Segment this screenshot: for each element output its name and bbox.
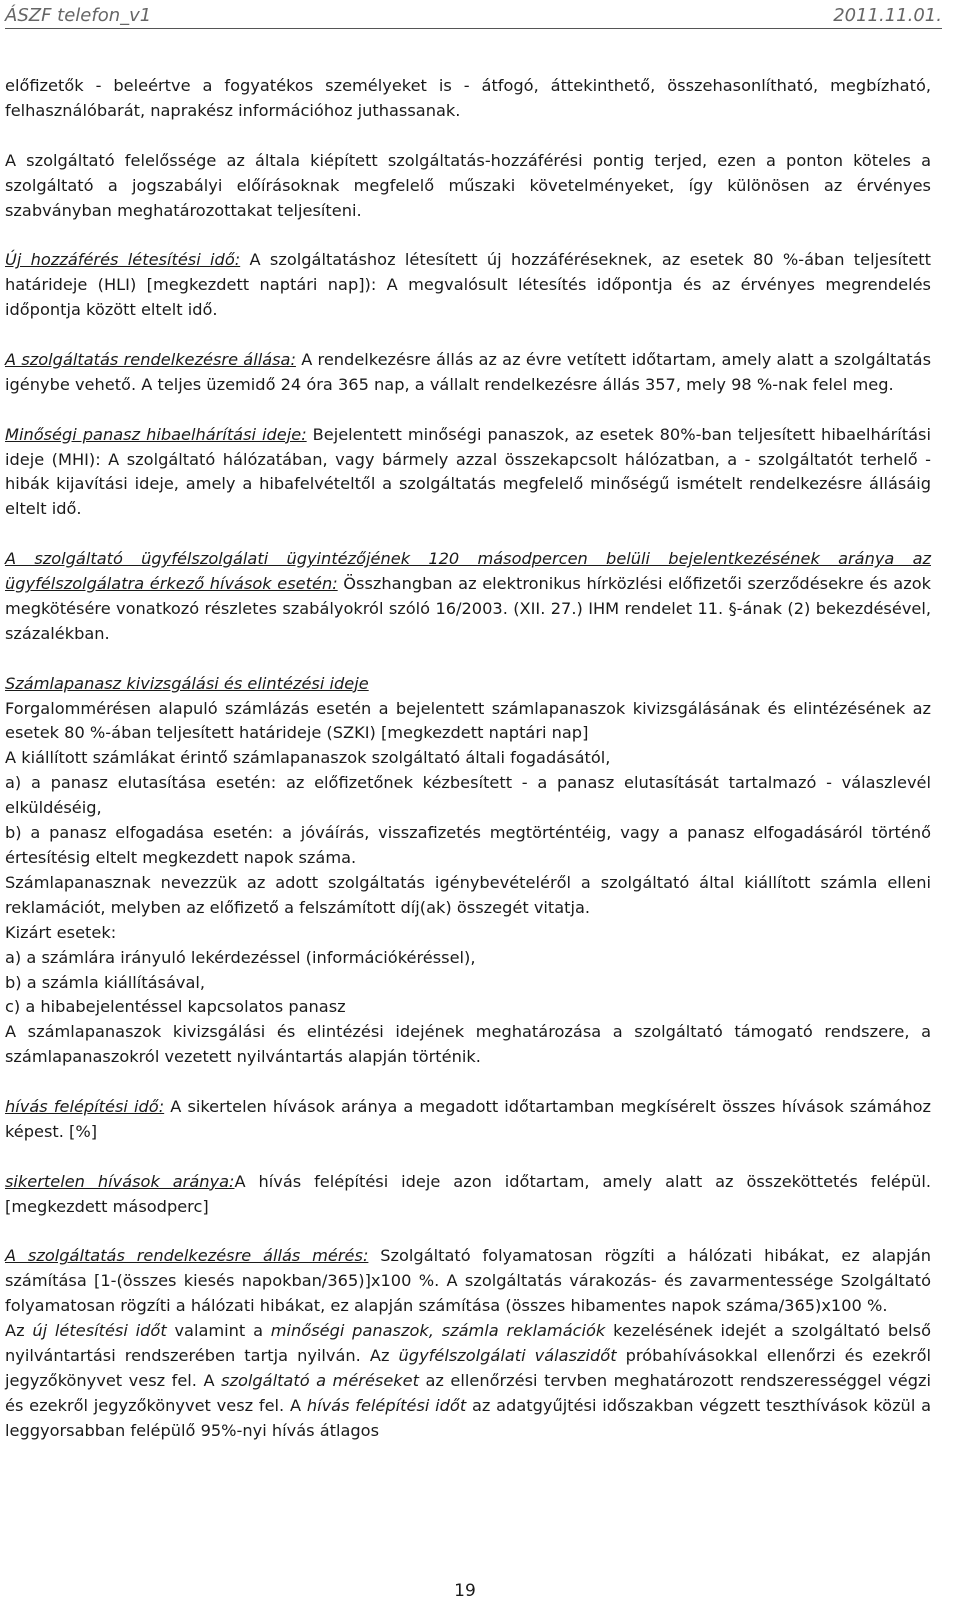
definition-availability-measurement: Szolgáltató folyamatosan rögzíti a hálózati hibákat, ez alapján számítása [1-(összes kiesés napokban/365)]x100 %. A szolgáltatás várakozás- és zavarmentessége Szolgáltató folyamatosan rögzíti a hálózati hibákat, ez alapján számítása (összes hibamentes napok száma/365)x100 %.	[5, 1246, 931, 1316]
definition-customer-service-ratio: Összhangban az elektronikus hírközlési előfizetői szerződésekre és azok megkötésére vonatkozó részletes szabályokról szóló 16/2003. (XII. 27.) IHM rendelet 11. §-ának (2) bekezdésével, százalékban.	[5, 574, 931, 643]
billing-line: A számlapanaszok kivizsgálási és elintézési idejének meghatározása a szolgáltató támogató rendszere, a számlapanaszokról vezetett nyilvántartás alapján történik.	[5, 1022, 931, 1067]
page-number: 19	[454, 1581, 476, 1601]
billing-line: b) a panasz elfogadása esetén: a jóváírás, visszafizetés megtörténtéig, vagy a panasz elfogadásáról történő értesítésig eltelt megkezdett napok száma.	[5, 823, 931, 867]
term-failed-calls: sikertelen hívások aránya:	[5, 1171, 235, 1191]
billing-line: a) a számlára irányuló lekérdezéssel (információkéréssel),	[5, 947, 476, 967]
definition-fault-repair-time: Bejelentett minőségi panaszok, az esetek 80%-ban teljesített hibaelhárítási ideje (MHI): A szolgáltató hálózatában, vagy bármely azzal összekapcsolt hálózatban, a - szolgáltatót terhelő - hibák kijavítási ideje, amely a hibafelvételtől a szolgáltatás megfelelő minőségű ismételt rendelkezésre állásáig eltelt idő.	[5, 424, 931, 519]
text-run: az ellenőrzési tervben meghatározott rendszerességgel végzi és ezekről jegyzőkönyvet vesz fel. A	[5, 1370, 931, 1415]
paragraph-availability-measurement	[5, 1244, 931, 1319]
paragraph-customer-service-ratio	[5, 547, 931, 647]
paragraph-failed-calls	[5, 1170, 931, 1220]
billing-line: Forgalommérésen alapuló számlázás esetén a bejelentett számlapanaszok kivizsgálásának és elintézésének az esetek 80 %-ában teljesített határideje (SZKI) [megkezdett naptári nap]	[5, 698, 931, 743]
text-run: valamint a	[166, 1321, 271, 1341]
page-header	[5, 2, 942, 29]
term-customer-service-ratio: A szolgáltató ügyfélszolgálati ügyintézőjének 120 másodpercen belüli bejelentkezésének aránya az ügyfélszolgálatra érkező hívások esetén:	[5, 549, 931, 594]
text-run: az adatgyűjtési időszakban végzett teszthívások közül a leggyorsabban felépülő 95%-nyi hívás átlagos	[5, 1395, 932, 1440]
paragraph-availability	[5, 348, 931, 398]
billing-line: b) a számla kiállításával,	[5, 972, 206, 992]
billing-line: a) a panasz elutasítása esetén: az előfizetőnek kézbesített - a panasz elutasítását tartalmazó - válaszlevél elküldéséig,	[5, 773, 931, 818]
document-body	[5, 74, 931, 1444]
italic-run: minőségi panaszok, számla reklamációk	[270, 1321, 606, 1341]
paragraph-call-setup-time	[5, 1095, 931, 1145]
paragraph-fault-repair-time	[5, 423, 931, 523]
paragraph-responsibility: A szolgáltató felelőssége az általa kiépített szolgáltatás-hozzáférési pontig terjed, ezen a ponton köteles a szolgáltató a jogszabályi előírásoknak megfelelő műszaki követelményeket, így különösen az érvényes szabványban meghatározottakat teljesíteni.	[5, 150, 931, 220]
paragraph-accessibility: előfizetők - beleértve a fogyatékos személyeket is - átfogó, áttekinthető, összehasonlítható, megbízható, felhasználóbarát, naprakész információhoz juthassanak.	[5, 76, 931, 120]
text-run: Az	[5, 1321, 33, 1341]
definition-call-setup-time: A sikertelen hívások aránya a megadott időtartamban megkísérelt összes hívások számához képest. [%]	[5, 1097, 931, 1141]
text-run: próbahívásokkal ellenőrzi és ezekről jegyzőkönyvet vesz fel. A	[5, 1346, 931, 1390]
header-date: 2011.11.01.	[833, 5, 942, 26]
definition-failed-calls: A hívás felépítési ideje azon időtartam, amely alatt az összeköttetés felépül.[megkezdett másodperc]	[5, 1171, 931, 1216]
text-run: kezelésének idejét a szolgáltató belső nyilvántartási rendszerében tartja nyilván. Az	[5, 1321, 931, 1366]
definition-availability: A rendelkezésre állás az az évre vetített időtartam, amely alatt a szolgáltatás igénybe vehető. A teljes üzemidő 24 óra 365 nap, a vállalt rendelkezésre állás 357, mely 98 %-nak felel meg.	[5, 349, 931, 394]
billing-line: Kizárt esetek:	[5, 922, 117, 942]
term-fault-repair-time: Minőségi panasz hibaelhárítási ideje:	[5, 424, 307, 444]
term-new-access-time: Új hozzáférés létesítési idő:	[5, 250, 241, 270]
italic-run: ügyfélszolgálati válaszidőt	[398, 1346, 617, 1366]
term-call-setup-time: hívás felépítési idő:	[5, 1097, 165, 1117]
term-billing-complaint: Számlapanasz kivizsgálási és elintézési ideje	[5, 673, 369, 693]
italic-run: hívás felépítési időt	[306, 1395, 467, 1415]
italic-run: új létesítési időt	[32, 1321, 167, 1341]
header-title: ÁSZF telefon_v1	[5, 5, 152, 26]
billing-line: Számlapanasznak nevezzük az adott szolgáltatás igénybevételéről a szolgáltató által kiállított számla elleni reklamációt, melyben az előfizető a felszámított díj(ak) összegét vitatja.	[5, 872, 931, 917]
billing-line: A kiállított számlákat érintő számlapanaszok szolgáltató általi fogadásától,	[5, 748, 611, 768]
term-availability: A szolgáltatás rendelkezésre állása:	[5, 349, 296, 369]
paragraph-billing-complaint	[5, 672, 931, 1071]
italic-run: szolgáltató a méréseket	[221, 1370, 419, 1390]
paragraph-measurement-methods	[5, 1319, 931, 1444]
term-availability-measurement: A szolgáltatás rendelkezésre állás mérés:	[5, 1246, 369, 1266]
definition-new-access-time: A szolgáltatáshoz létesített új hozzáféréseknek, az esetek 80 %-ában teljesített határideje (HLI) [megkezdett naptári nap]): A megvalósult létesítés időpontja és az érvényes megrendelés időpontja között eltelt idő.	[5, 250, 931, 320]
paragraph-new-access-time	[5, 248, 931, 323]
billing-line: c) a hibabejelentéssel kapcsolatos panasz	[5, 997, 346, 1017]
